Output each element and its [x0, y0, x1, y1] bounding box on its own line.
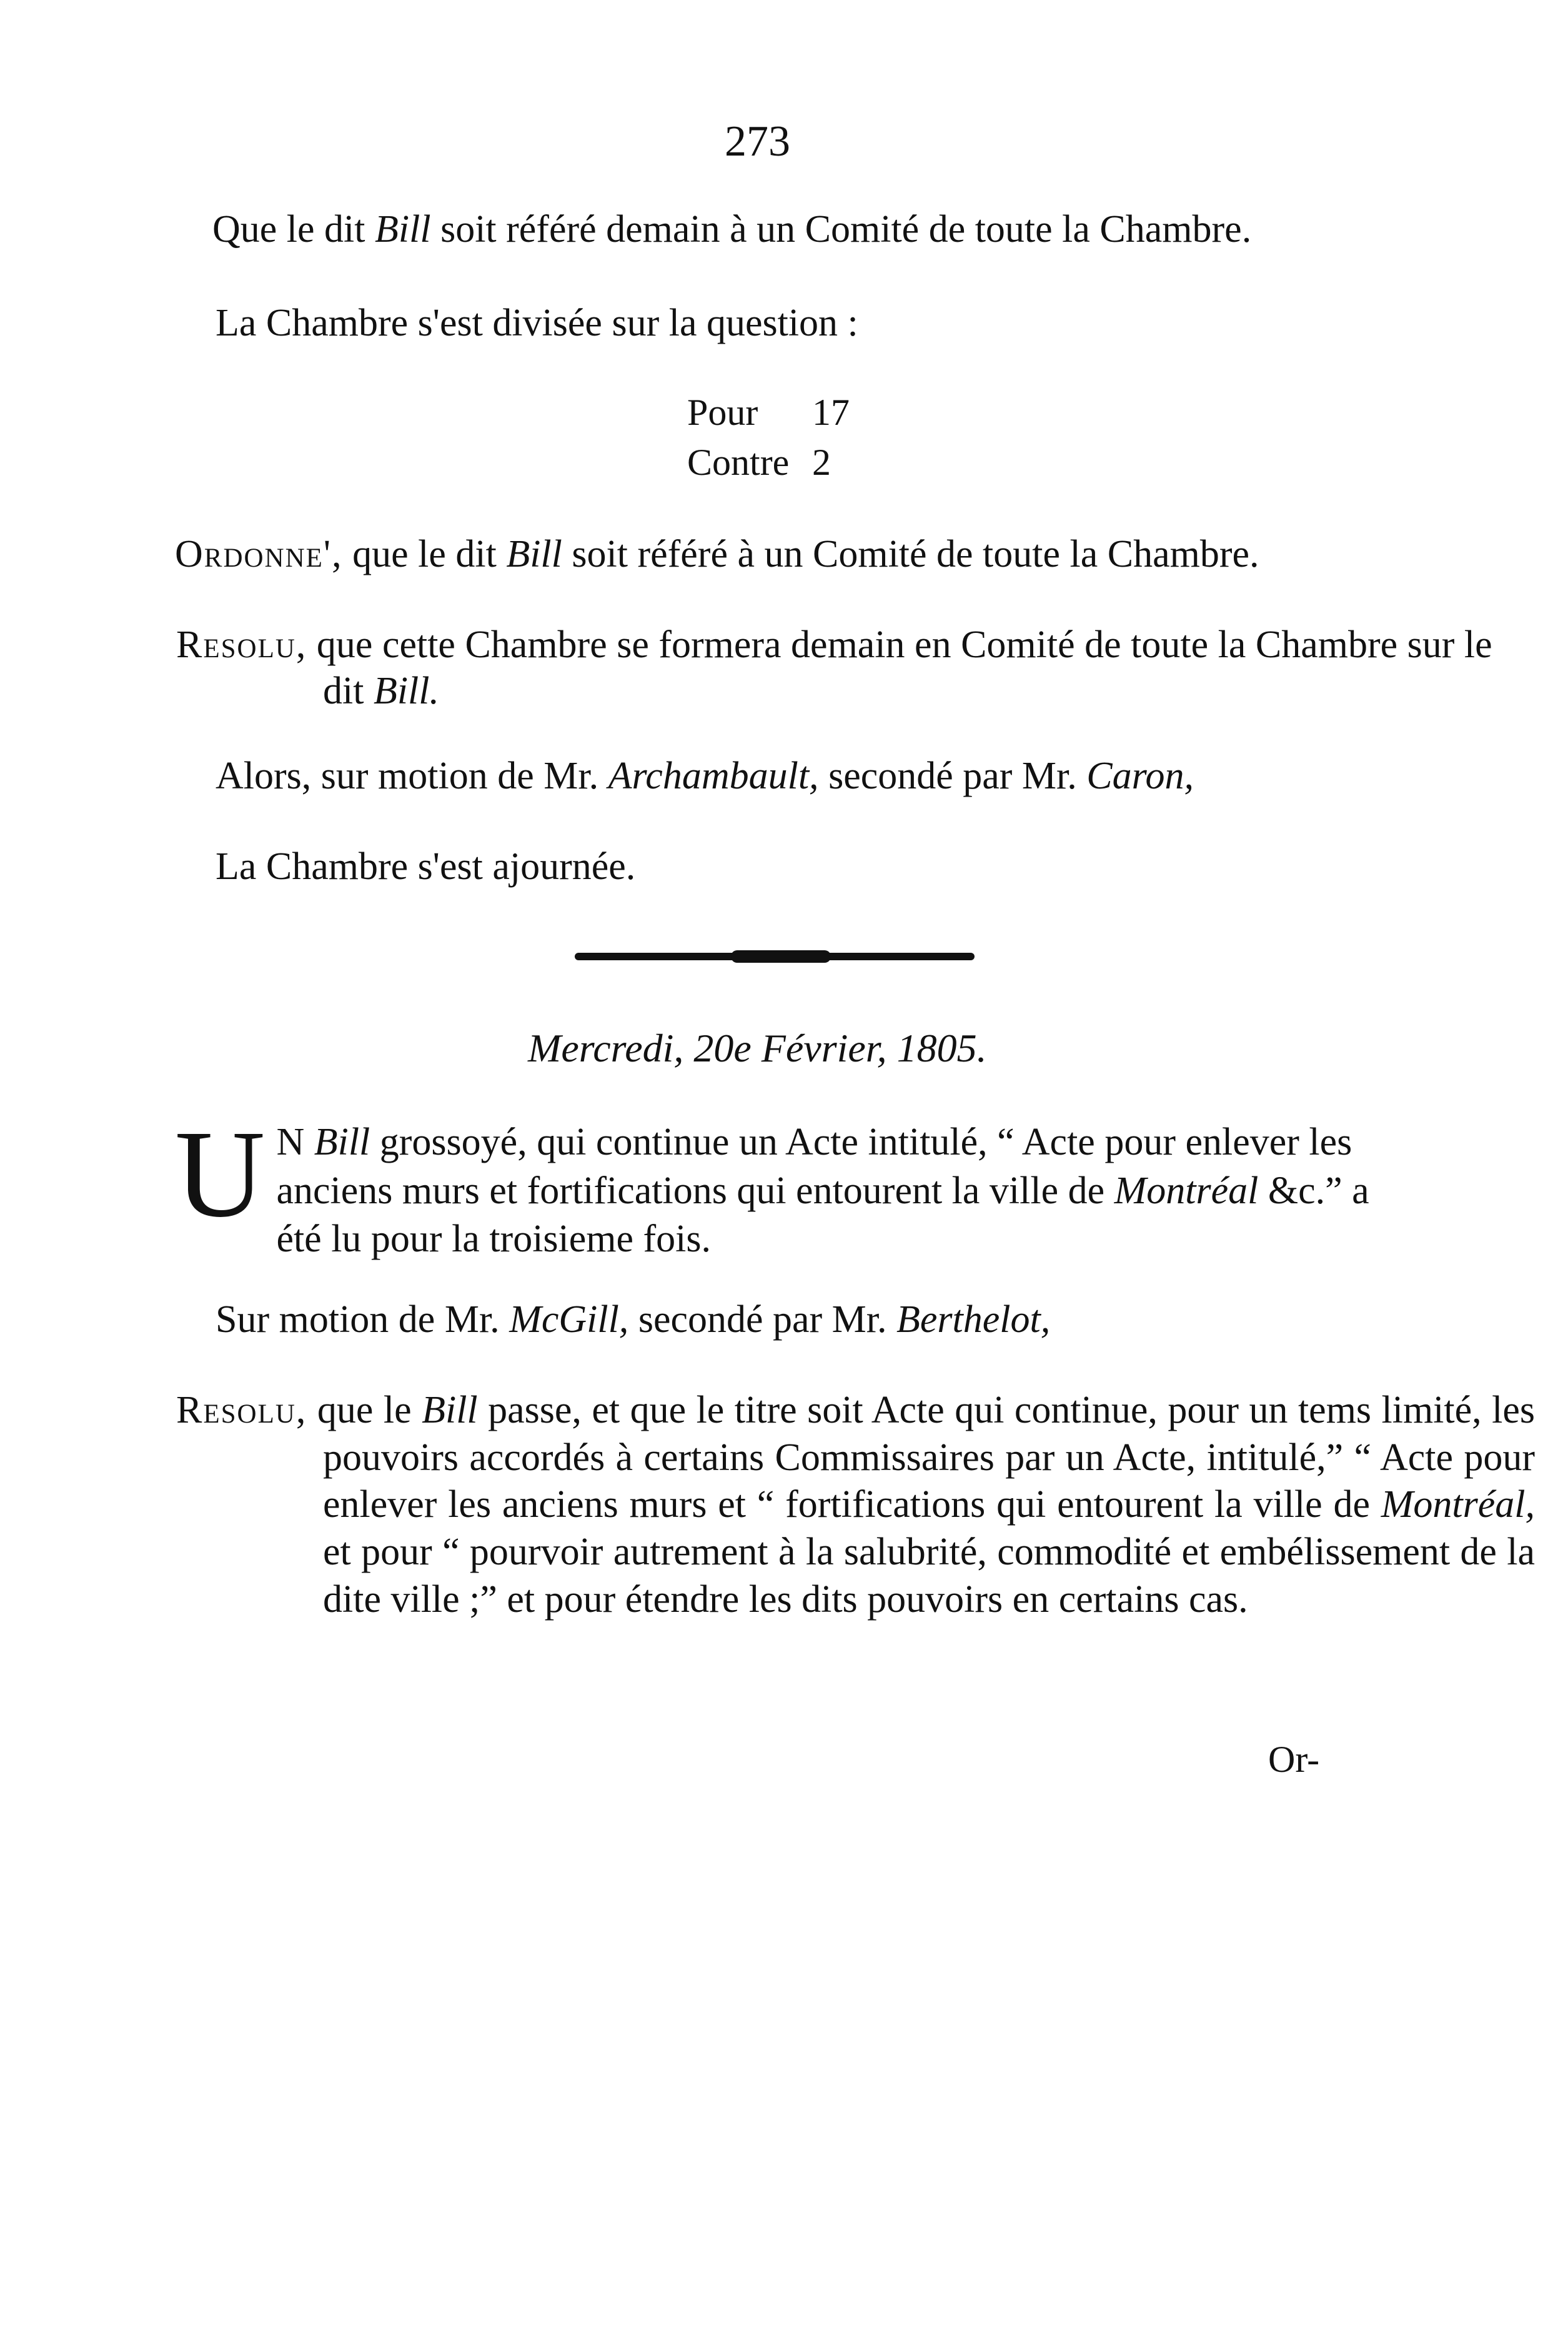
page-number: 273	[725, 117, 790, 166]
resolu-paragraph-2	[176, 1387, 1535, 1623]
text-segment: Sur motion de Mr.	[216, 1298, 510, 1341]
text-segment: que cette Chambre se formera demain en Comité de toute la Chambre sur le dit	[307, 624, 1492, 713]
session-date: Mercredi, 20e Février, 1805.	[528, 1026, 987, 1070]
resolu-paragraph-1	[176, 622, 1541, 715]
text-segment: soit référé demain à un Comité de toute la Chambre.	[430, 208, 1252, 251]
text-segment: secondé par Mr.	[818, 755, 1087, 797]
vote-row-pour	[687, 387, 850, 437]
resolu-heading: Resolu,	[176, 624, 307, 666]
adjourned-line: La Chambre s'est ajournée.	[216, 845, 636, 888]
vote-label: Contre	[687, 442, 790, 483]
section-divider	[575, 953, 975, 960]
catchword: Or-	[1268, 1739, 1320, 1780]
bill-word: Bill.	[373, 670, 440, 713]
seconder-name: Caron,	[1086, 755, 1194, 797]
text-segment: Que le dit	[212, 208, 375, 251]
text-segment: &c.” a été lu pour la troisieme fois.	[276, 1169, 1369, 1260]
division-line: La Chambre s'est divisée sur la question :	[216, 302, 858, 344]
bill-word: Bill	[506, 533, 562, 575]
place-name: Montréal,	[1381, 1483, 1535, 1526]
text-segment: Alors, sur motion de Mr.	[216, 755, 608, 797]
seconder-name: Berthelot,	[896, 1298, 1051, 1341]
text-segment: et pour “ pourvoir autrement à la salubrité, commodité et embélissement de la dite ville ;” et pour étendre les dits pouvoirs en certains cas.	[323, 1530, 1535, 1621]
text-segment: secondé par Mr.	[628, 1298, 897, 1341]
text-segment: grossoyé, qui continue un Acte intitulé, “ Acte pour enlever les anciens murs et fortifications qui entourent la ville de	[276, 1121, 1352, 1212]
bill-word: Bill	[422, 1389, 478, 1431]
ordonne-paragraph	[175, 531, 1424, 577]
text-segment: que le dit	[342, 533, 507, 575]
resolu-heading: Resolu,	[176, 1389, 307, 1431]
bill-referral-line	[212, 206, 1251, 252]
drop-cap: U	[175, 1105, 265, 1243]
place-name: Montréal	[1114, 1169, 1259, 1212]
motion-line	[216, 753, 1194, 799]
motion-line-2	[216, 1296, 1050, 1343]
bill-word: Bill	[314, 1121, 370, 1163]
ordonne-heading: Ordonne',	[175, 533, 343, 575]
vote-label: Pour	[687, 392, 758, 433]
mover-name: McGill,	[509, 1298, 629, 1341]
text-segment: que le	[307, 1389, 422, 1431]
mover-name: Archambault,	[608, 755, 819, 797]
vote-tally	[687, 387, 850, 487]
text-segment: N	[276, 1121, 314, 1163]
text-segment: passe, et que le titre soit Acte qui continue, pour un tems limité, les pouvoirs accordés à certains Commissaires par un Acte, intitulé,” “ Acte pour enlever les anciens murs et “ fortifications qui entourent la ville de	[323, 1389, 1535, 1526]
text-segment: soit référé à un Comité de toute la Chambre.	[562, 533, 1259, 575]
vote-row-contre	[687, 437, 850, 487]
bill-word: Bill	[375, 208, 431, 251]
bill-paragraph	[175, 1105, 1399, 1264]
vote-count: 2	[812, 442, 831, 483]
vote-count: 17	[812, 392, 850, 433]
